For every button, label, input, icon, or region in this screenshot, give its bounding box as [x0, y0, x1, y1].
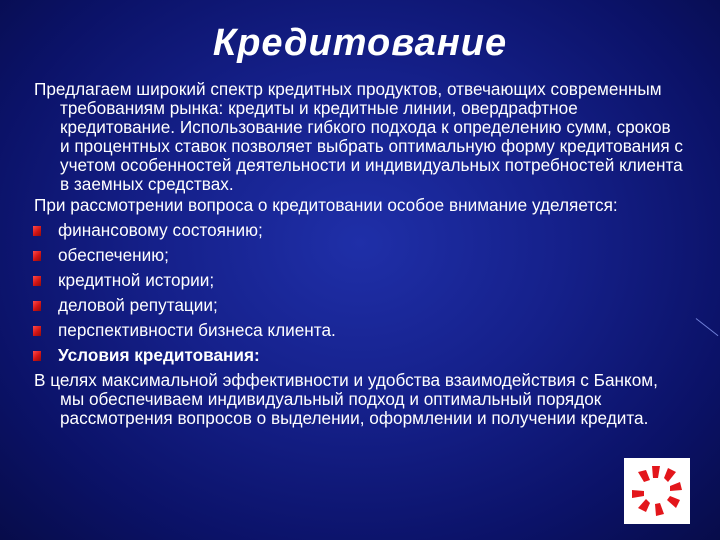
red-square-bullet-icon	[33, 351, 41, 361]
decorative-line	[696, 318, 719, 336]
closing-paragraph: В целях максимальной эффективности и удобства взаимодействия с Банком, мы обеспечиваем индивидуальный подход и оптимальный порядок рассмотрения вопросов о выделении, оформлении и получении кредита.	[34, 370, 658, 428]
bullet-item	[34, 221, 684, 240]
attention-lead: При рассмотрении вопроса о кредитовании особое внимание уделяется:	[34, 195, 618, 215]
red-square-bullet-icon	[33, 276, 41, 286]
bullet-item	[34, 321, 684, 340]
bullet-text: кредитной истории;	[58, 270, 215, 290]
bullet-text: деловой репутации;	[58, 295, 218, 315]
slide-title: Кредитование	[212, 22, 508, 64]
slide-body	[34, 80, 684, 430]
bullet-text: финансовому состоянию;	[58, 220, 263, 240]
intro-paragraph: Предлагаем широкий спектр кредитных продуктов, отвечающих современным требованиям рынка: кредиты и кредитные линии, овердрафтное кредитование. Использование гибкого подхода к определению сумм, сроков и процентных ставок позволяет выбрать оптимальную форму кредитования с учетом особенностей деятельности и индивидуальных потребностей клиента в заемных средствах.	[34, 79, 684, 194]
red-square-bullet-icon	[33, 301, 41, 311]
bank-sunburst-logo	[624, 458, 690, 524]
logo-graphic	[624, 458, 690, 524]
red-square-bullet-icon	[33, 251, 41, 261]
red-square-bullet-icon	[33, 226, 41, 236]
bullet-item	[34, 271, 684, 290]
bullet-text: Условия кредитования:	[58, 345, 260, 365]
bullet-item-conditions	[34, 346, 684, 365]
bullet-text: перспективности бизнеса клиента.	[58, 320, 336, 340]
bullet-item	[34, 246, 684, 265]
bullet-item	[34, 296, 684, 315]
red-square-bullet-icon	[33, 326, 41, 336]
bullet-text: обеспечению;	[58, 245, 169, 265]
